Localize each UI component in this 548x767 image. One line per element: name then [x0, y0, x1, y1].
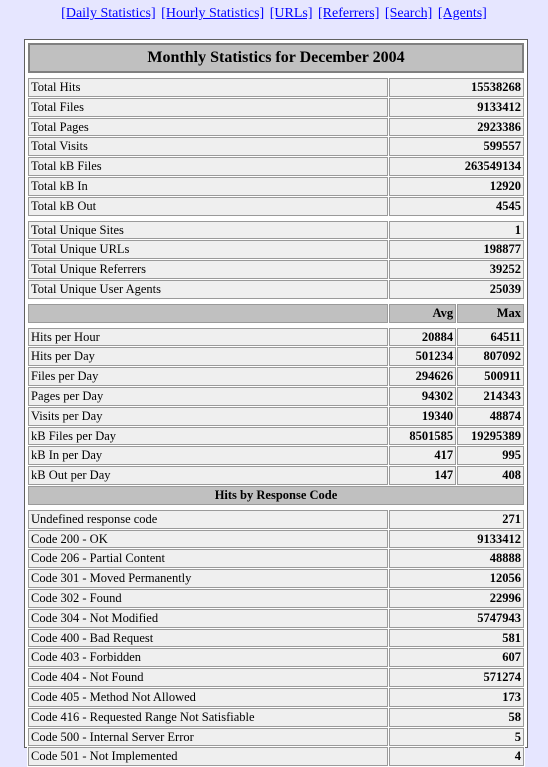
response-code-row: [28, 510, 524, 529]
row-label: Total Files: [28, 98, 388, 117]
monthly-statistics-table: [27, 42, 525, 767]
row-label: Files per Day: [28, 367, 388, 386]
row-label: Visits per Day: [28, 407, 388, 426]
response-code-row: [28, 708, 524, 727]
row-value: 58: [389, 708, 524, 727]
row-label: Total Hits: [28, 78, 388, 97]
nav-link-daily-statistics[interactable]: [Daily Statistics]: [61, 6, 156, 21]
response-code-section-title: Hits by Response Code: [28, 486, 524, 505]
row-value: 173: [389, 688, 524, 707]
nav-link-urls[interactable]: [URLs]: [269, 6, 313, 21]
row-label: kB In per Day: [28, 446, 388, 465]
nav-link-agents[interactable]: [Agents]: [437, 6, 487, 21]
row-label: kB Files per Day: [28, 427, 388, 446]
row-value: 1: [389, 221, 524, 240]
avg-value: 8501585: [389, 427, 456, 446]
max-value: 48874: [457, 407, 524, 426]
header-blank-cell: [28, 304, 388, 323]
response-code-row: [28, 688, 524, 707]
row-label: Total Unique URLs: [28, 240, 388, 259]
avg-value: 19340: [389, 407, 456, 426]
avg-max-row: [28, 328, 524, 347]
uniques-row: [28, 260, 524, 279]
row-value: 12056: [389, 569, 524, 588]
avg-value: 417: [389, 446, 456, 465]
response-code-row: [28, 728, 524, 747]
page-title: Monthly Statistics for December 2004: [28, 43, 524, 73]
response-code-row: [28, 569, 524, 588]
row-value: 5747943: [389, 609, 524, 628]
row-value: 22996: [389, 589, 524, 608]
avg-max-row: [28, 387, 524, 406]
row-label: Total Unique Sites: [28, 221, 388, 240]
row-value: 607: [389, 648, 524, 667]
row-label: Code 206 - Partial Content: [28, 549, 388, 568]
response-code-row: [28, 668, 524, 687]
uniques-row: [28, 280, 524, 299]
totals-row: [28, 137, 524, 156]
row-value: 5: [389, 728, 524, 747]
row-label: Hits per Hour: [28, 328, 388, 347]
row-label: Hits per Day: [28, 347, 388, 366]
row-label: Total Unique User Agents: [28, 280, 388, 299]
max-value: 408: [457, 466, 524, 485]
row-value: 4: [389, 747, 524, 766]
nav-link-referrers[interactable]: [Referrers]: [318, 6, 380, 21]
max-value: 995: [457, 446, 524, 465]
totals-row: [28, 98, 524, 117]
row-label: Code 304 - Not Modified: [28, 609, 388, 628]
row-value: 571274: [389, 668, 524, 687]
row-label: Code 404 - Not Found: [28, 668, 388, 687]
max-value: 500911: [457, 367, 524, 386]
avg-value: 94302: [389, 387, 456, 406]
max-column-header: Max: [457, 304, 524, 323]
response-code-row: [28, 549, 524, 568]
row-label: Code 400 - Bad Request: [28, 629, 388, 648]
uniques-row: [28, 240, 524, 259]
top-navigation: [0, 6, 548, 22]
max-value: 214343: [457, 387, 524, 406]
row-label: Total kB Files: [28, 157, 388, 176]
row-label: Code 302 - Found: [28, 589, 388, 608]
avg-column-header: Avg: [389, 304, 456, 323]
totals-row: [28, 78, 524, 97]
response-code-row: [28, 609, 524, 628]
row-value: 15538268: [389, 78, 524, 97]
row-label: Code 501 - Not Implemented: [28, 747, 388, 766]
max-value: 64511: [457, 328, 524, 347]
avg-max-row: [28, 347, 524, 366]
row-label: Code 500 - Internal Server Error: [28, 728, 388, 747]
row-label: Code 416 - Requested Range Not Satisfiable: [28, 708, 388, 727]
response-code-row: [28, 530, 524, 549]
avg-value: 294626: [389, 367, 456, 386]
avg-max-row: [28, 367, 524, 386]
avg-max-header-row: [28, 304, 524, 323]
row-label: Pages per Day: [28, 387, 388, 406]
uniques-row: [28, 221, 524, 240]
row-value: 25039: [389, 280, 524, 299]
row-value: 2923386: [389, 118, 524, 137]
row-label: Total kB Out: [28, 197, 388, 216]
row-value: 599557: [389, 137, 524, 156]
row-label: Total kB In: [28, 177, 388, 196]
row-label: Code 403 - Forbidden: [28, 648, 388, 667]
nav-link-hourly-statistics[interactable]: [Hourly Statistics]: [161, 6, 265, 21]
row-label: Code 200 - OK: [28, 530, 388, 549]
row-value: 263549134: [389, 157, 524, 176]
totals-row: [28, 177, 524, 196]
row-value: 12920: [389, 177, 524, 196]
row-label: Code 301 - Moved Permanently: [28, 569, 388, 588]
max-value: 19295389: [457, 427, 524, 446]
monthly-statistics-panel: [24, 39, 528, 764]
avg-max-row: [28, 466, 524, 485]
row-label: Undefined response code: [28, 510, 388, 529]
row-label: Code 405 - Method Not Allowed: [28, 688, 388, 707]
avg-value: 147: [389, 466, 456, 485]
row-label: Total Pages: [28, 118, 388, 137]
avg-max-row: [28, 446, 524, 465]
totals-row: [28, 157, 524, 176]
totals-row: [28, 118, 524, 137]
row-value: 581: [389, 629, 524, 648]
totals-row: [28, 197, 524, 216]
response-code-section-row: [28, 486, 524, 505]
row-label: Total Unique Referrers: [28, 260, 388, 279]
max-value: 807092: [457, 347, 524, 366]
nav-link-search[interactable]: [Search]: [384, 6, 433, 21]
avg-max-row: [28, 407, 524, 426]
row-value: 9133412: [389, 98, 524, 117]
row-value: 39252: [389, 260, 524, 279]
response-code-row: [28, 589, 524, 608]
row-value: 4545: [389, 197, 524, 216]
row-label: kB Out per Day: [28, 466, 388, 485]
avg-value: 20884: [389, 328, 456, 347]
avg-max-row: [28, 427, 524, 446]
response-code-row: [28, 648, 524, 667]
row-value: 9133412: [389, 530, 524, 549]
avg-value: 501234: [389, 347, 456, 366]
row-value: 198877: [389, 240, 524, 259]
row-value: 48888: [389, 549, 524, 568]
response-code-row: [28, 747, 524, 766]
row-value: 271: [389, 510, 524, 529]
response-code-row: [28, 629, 524, 648]
row-label: Total Visits: [28, 137, 388, 156]
